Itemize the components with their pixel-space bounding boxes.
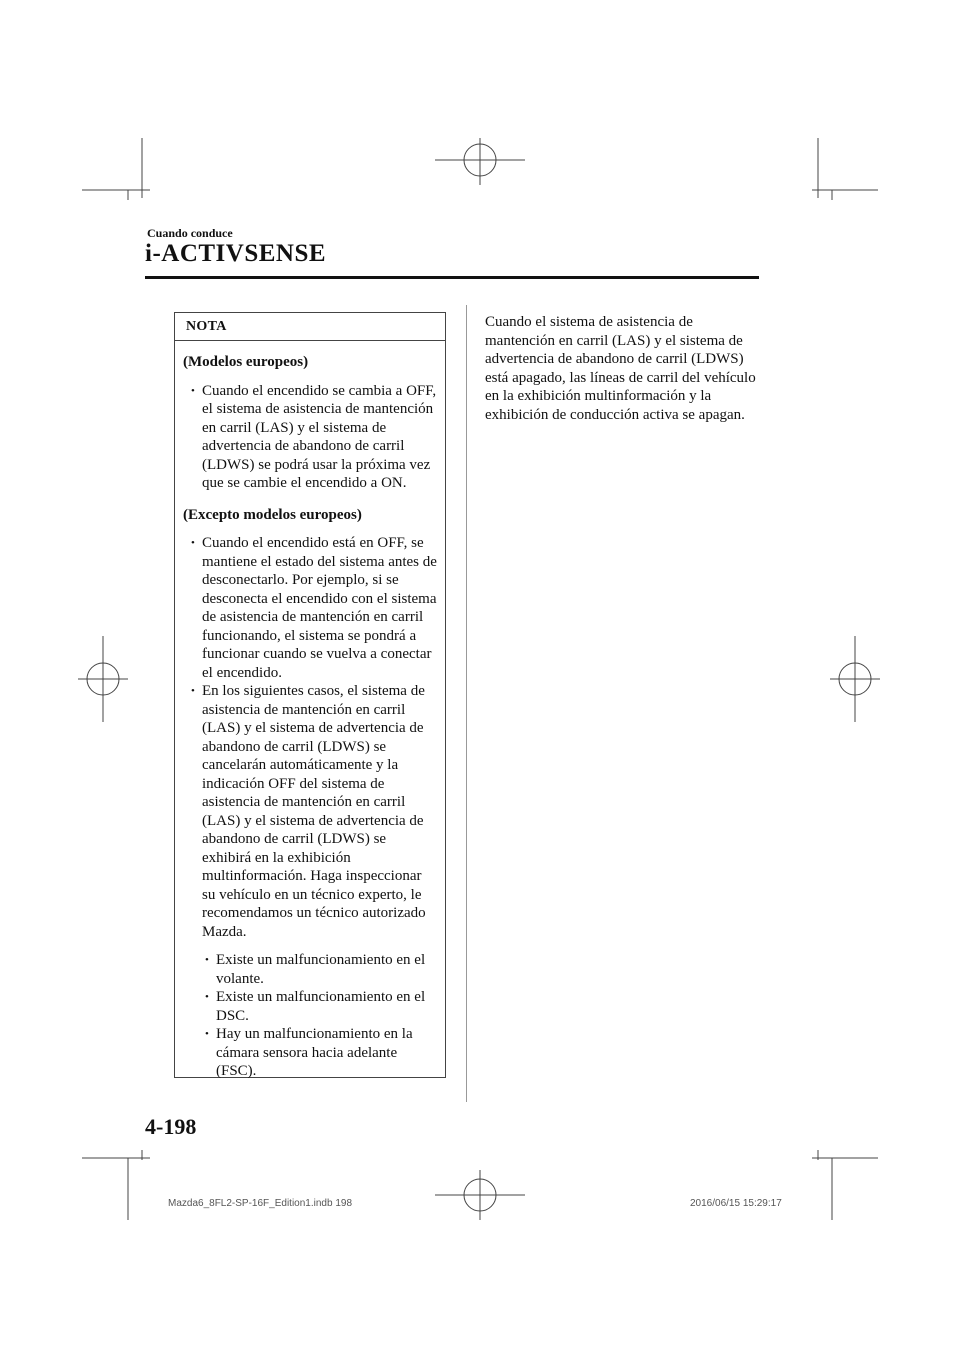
non-european-list <box>183 534 437 941</box>
malfunction-list <box>183 951 437 1081</box>
note-title: NOTA <box>186 319 227 334</box>
footer-timestamp: 2016/06/15 15:29:17 <box>690 1198 782 1209</box>
group-heading-european: (Modelos europeos) <box>183 354 309 370</box>
european-list <box>183 382 437 493</box>
note-box <box>174 312 446 1078</box>
group-heading-non-european: (Excepto modelos europeos) <box>183 506 362 523</box>
note-body <box>175 341 445 1081</box>
sub-list-item: • Hay un malfuncionamiento en la cámara sensora hacia adelante (FSC). <box>197 1025 437 1081</box>
body-paragraph: Cuando el sistema de asistencia de mantención en carril (LAS) y el sistema de advertencia de abandono de carril (LDWS) está apagado, las líneas de carril del vehículo en la exhibición multinformación y la exhibición de conducción activa se apagan. <box>485 314 756 423</box>
footer-file-info: Mazda6_8FL2-SP-16F_Edition1.indb 198 <box>168 1198 353 1209</box>
column-divider <box>466 305 467 1102</box>
page-number: 4-198 <box>145 1114 197 1139</box>
list-item: • En los siguientes casos, el sistema de asistencia de mantención en carril (LAS) y el sistema de advertencia de abandono de carril (LDWS) se cancelarán automáticamente y la indicación OFF del sistema de asistencia de mantención en carril (LAS) y el sistema de advertencia de abandono de carril (LDWS) se exhibirá en la exhibición multinformación. Haga inspeccionar su vehículo en un técnico experto, le recomendamos un técnico autorizado Mazda. <box>183 682 437 941</box>
sub-list-item: • Existe un malfuncionamiento en el volante. <box>197 951 437 988</box>
sub-list-item: • Existe un malfuncionamiento en el DSC. <box>197 988 437 1025</box>
section-label: Cuando conduce <box>147 226 233 240</box>
chapter-title: i-ACTIVSENSE <box>145 240 327 267</box>
list-item: • Cuando el encendido está en OFF, se mantiene el estado del sistema antes de desconectarlo. Por ejemplo, si se desconecta el encendido con el sistema de asistencia de mantención en carril funcionando, el sistema se pondrá a funcionar cuando se vuelva a conectar el encendido. <box>183 534 437 682</box>
list-item: • Cuando el encendido se cambia a OFF, el sistema de asistencia de mantención en carril (LAS) y el sistema de advertencia de abandono de carril (LDWS) se podrá usar la próxima vez que se cambie el encendido a ON. <box>183 382 437 493</box>
note-header <box>175 313 445 341</box>
header-rule <box>145 276 759 279</box>
